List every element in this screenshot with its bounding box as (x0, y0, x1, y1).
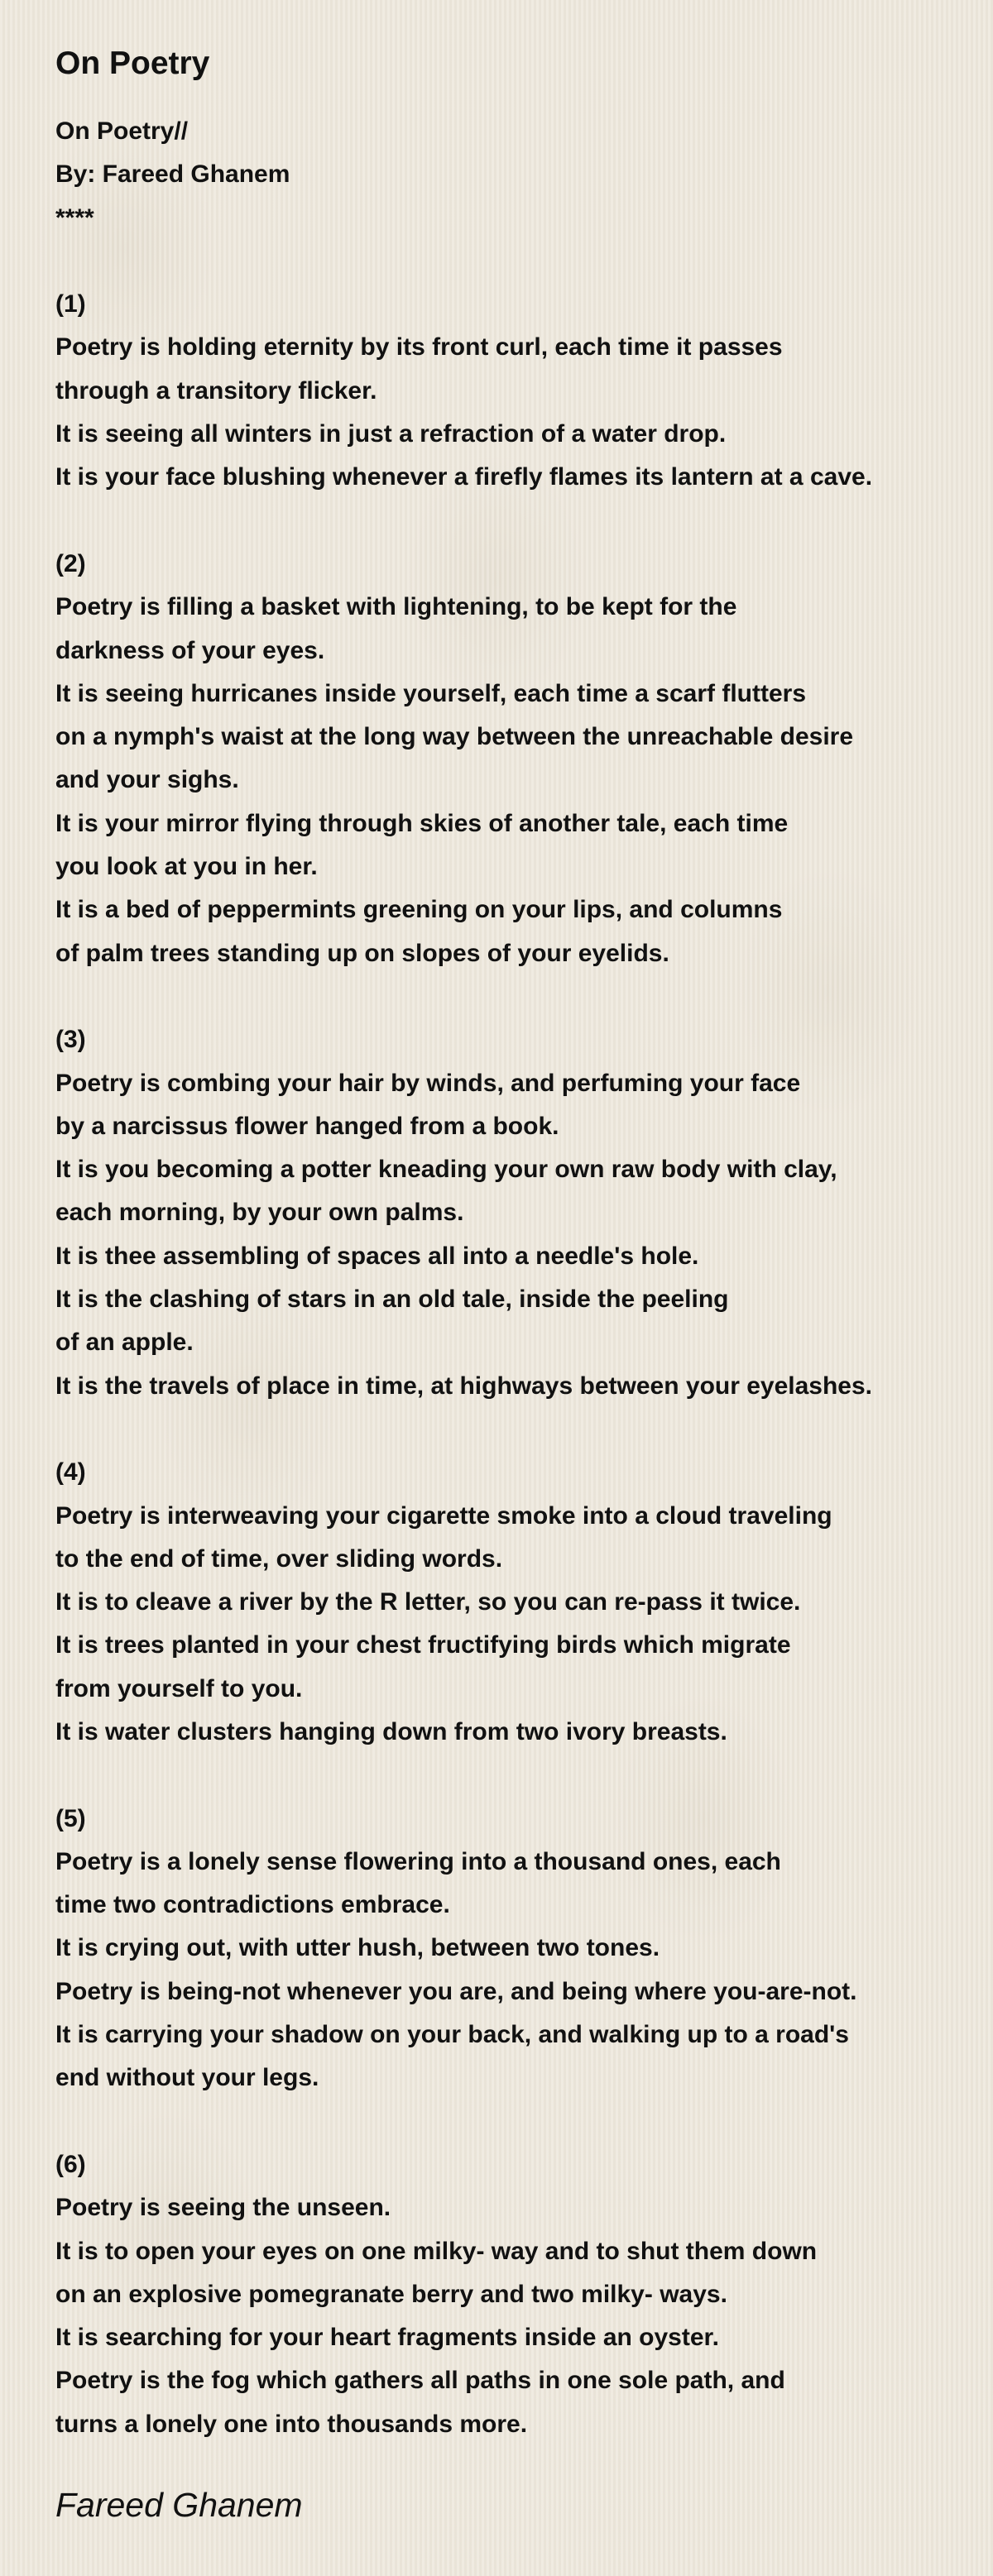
stanza-number: (1) (55, 290, 86, 318)
poem-line: It is seeing all winters in just a refraction of a water drop. (55, 420, 727, 448)
stanza-number: (2) (55, 549, 86, 577)
poem-line: It is searching for your heart fragments inside an oyster. (55, 2324, 719, 2352)
poem-line: Poetry is holding eternity by its front curl, each time it passes (55, 333, 783, 362)
poem-line: It is the clashing of stars in an old tale, inside the peeling (55, 1286, 729, 1314)
poem-line: It is the travels of place in time, at highways between your eyelashes. (55, 1372, 873, 1400)
poem-line: Poetry is being-not whenever you are, and being where you-are-not. (55, 1977, 857, 2005)
author-signature: Fareed Ghanem (55, 2486, 303, 2525)
poem-line: Poetry is interweaving your cigarette smoke into a cloud traveling (55, 1501, 832, 1530)
poem-line: It is your mirror flying through skies of another tale, each time (55, 809, 789, 837)
page-title: On Poetry (55, 45, 210, 81)
poem-line: darkness of your eyes. (55, 636, 325, 664)
poem-line: It is crying out, with utter hush, between two tones. (55, 1934, 660, 1962)
stanza-number: (5) (55, 1804, 86, 1832)
poem-line: It is seeing hurricanes inside yourself, each time a scarf flutters (55, 679, 807, 707)
poem-line: It is carrying your shadow on your back, and walking up to a road's (55, 2021, 849, 2049)
poem-line: It is your face blushing whenever a firefly flames its lantern at a cave. (55, 463, 873, 491)
poem-line: end without your legs. (55, 2064, 319, 2092)
poem-line: It is water clusters hanging down from two ivory breasts. (55, 1717, 727, 1745)
stanza-1 (55, 283, 966, 499)
poem-separator: **** (55, 203, 94, 232)
poem-line: Poetry is a lonely sense flowering into a thousand ones, each (55, 1847, 781, 1875)
stanza-4 (55, 1451, 966, 1754)
poem-line: you look at you in her. (55, 853, 318, 881)
poem-header (55, 110, 966, 240)
poem-heading-line: On Poetry// (55, 117, 189, 145)
poem-line: through a transitory flicker. (55, 376, 377, 405)
poem-line: by a narcissus flower hanged from a book. (55, 1112, 559, 1140)
poem-line: Poetry is seeing the unseen. (55, 2194, 391, 2222)
poem-line: on a nymph's waist at the long way between the unreachable desire (55, 723, 854, 751)
poem-container (55, 43, 966, 2527)
poem-line: Poetry is the fog which gathers all paths in one sole path, and (55, 2367, 785, 2395)
poem-line: and your sighs. (55, 766, 239, 794)
poem-line: of an apple. (55, 1329, 194, 1357)
stanza-3 (55, 1018, 966, 1408)
poem-line: It is to cleave a river by the R letter, so you can re-pass it twice. (55, 1588, 801, 1616)
poem-line: Poetry is filling a basket with lightening, to be kept for the (55, 593, 737, 621)
poem-line: to the end of time, over sliding words. (55, 1544, 503, 1573)
poem-line: Poetry is combing your hair by winds, and perfuming your face (55, 1069, 801, 1097)
stanza-2 (55, 543, 966, 975)
poem-line: on an explosive pomegranate berry and two milky- ways. (55, 2280, 727, 2308)
poem-line: It is to open your eyes on one milky- way and to shut them down (55, 2237, 818, 2265)
poem-line: It is you becoming a potter kneading your own raw body with clay, (55, 1156, 837, 1184)
poem-line: It is trees planted in your chest fructifying birds which migrate (55, 1631, 791, 1659)
poem-line: of palm trees standing up on slopes of your eyelids. (55, 939, 669, 967)
poem-line: each morning, by your own palms. (55, 1199, 464, 1227)
poem-line: It is thee assembling of spaces all into a needle's hole. (55, 1242, 699, 1270)
poem-line: from yourself to you. (55, 1674, 303, 1702)
stanza-number: (6) (55, 2150, 86, 2178)
stanza-number: (4) (55, 1458, 86, 1487)
stanza-5 (55, 1798, 966, 2100)
stanza-number: (3) (55, 1026, 86, 1054)
poem-line: time two contradictions embrace. (55, 1891, 450, 1919)
poem-byline: By: Fareed Ghanem (55, 160, 290, 189)
stanza-6 (55, 2143, 966, 2446)
poem-line: It is a bed of peppermints greening on your lips, and columns (55, 896, 783, 924)
poem-line: turns a lonely one into thousands more. (55, 2410, 528, 2438)
